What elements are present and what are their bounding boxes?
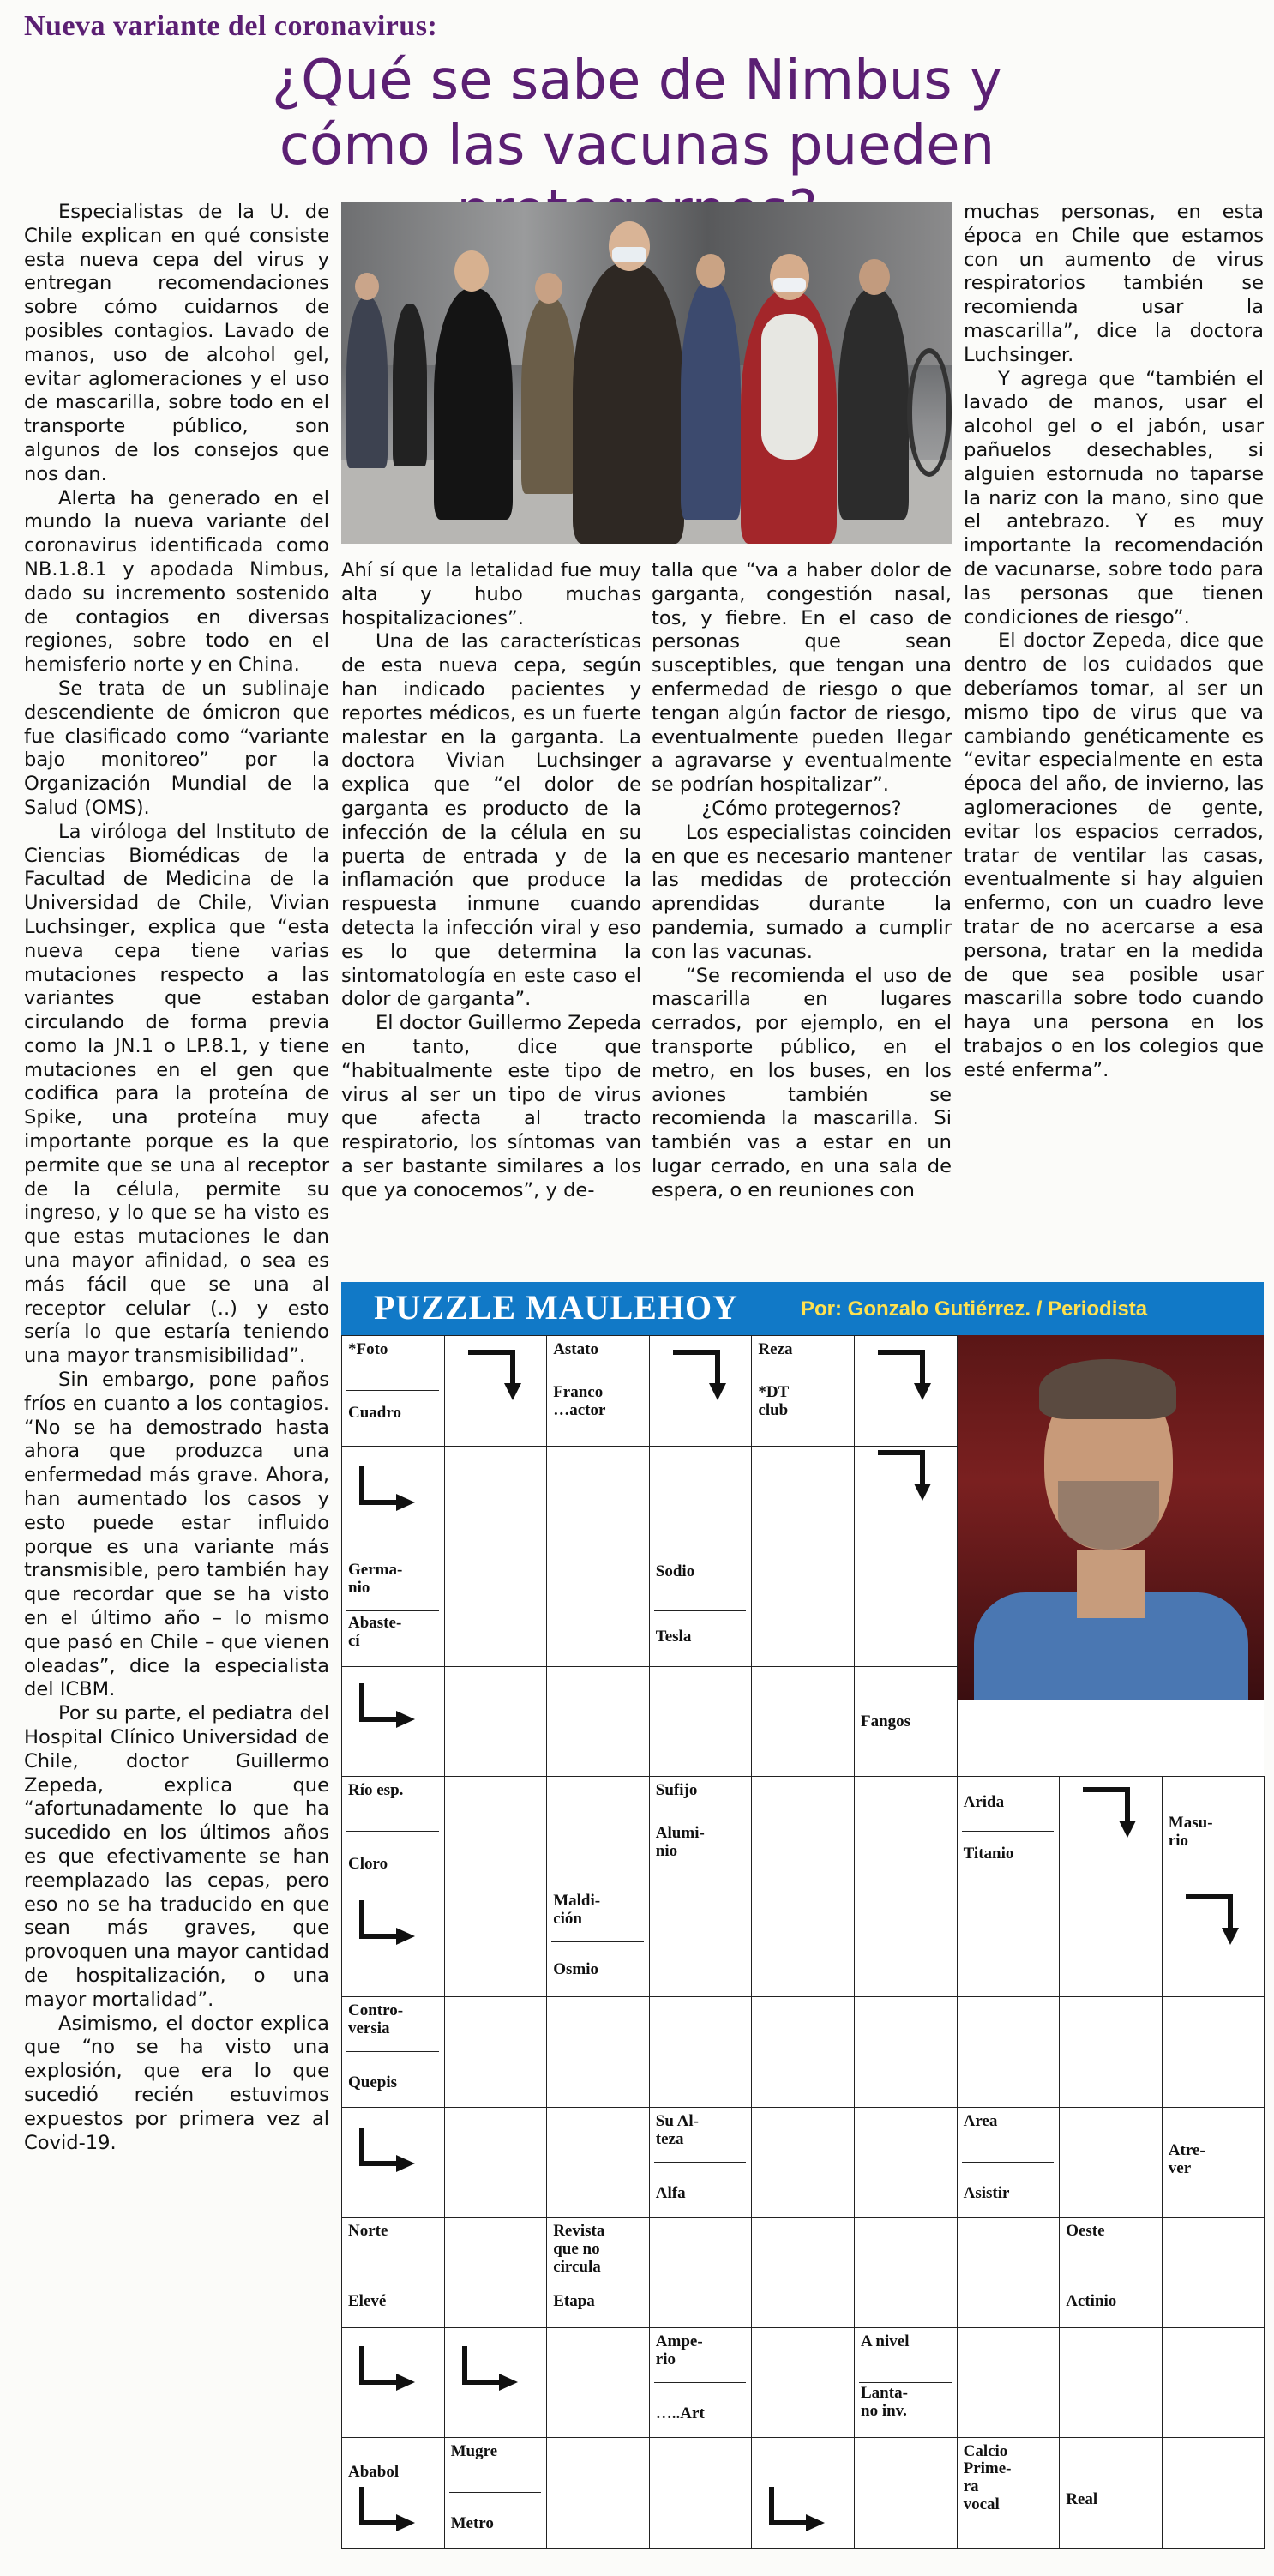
clue-astato: Astato [553,1340,598,1358]
arrow-right-down-icon [353,2482,422,2542]
grid-cell[interactable] [649,1666,753,1778]
clue-reza: Reza [758,1340,793,1358]
grid-cell[interactable] [957,2217,1061,2328]
grid-cell[interactable] [444,2217,548,2328]
clue-masurio: Masu- rio [1168,1814,1213,1850]
clue-divider [962,2162,1055,2163]
clue-divider [654,2382,747,2383]
clue-anivel: A nivel [861,2332,910,2350]
clue-osmio: Osmio [553,1959,598,1978]
clue-amperio: Ampe- rio [655,2332,703,2368]
portrait-photo [957,1335,1264,1700]
grid-cell[interactable] [1162,2437,1265,2549]
grid-cell[interactable] [751,1996,855,2108]
grid-cell[interactable] [854,2437,958,2549]
grid-cell[interactable] [546,1556,650,1667]
grid-cell[interactable] [854,1887,958,1998]
kicker: Nueva variante del coronavirus: [24,10,438,42]
clue-alfa: Alfa [655,2183,686,2202]
grid-cell[interactable] [444,1996,548,2108]
grid-cell[interactable] [444,2107,548,2218]
grid-cell[interactable] [1162,2327,1265,2439]
paragraph: Ahí sí que la letalidad fue muy alta y hubo muchas hospitalizaciones”. [341,559,641,629]
clue-arida: Arida [963,1793,1005,1811]
clue-etapa: Etapa [553,2292,595,2310]
grid-cell[interactable] [751,1887,855,1998]
paragraph: La viróloga del Instituto de Ciencias Biomédicas de la Facultad de Medicina de la Universidad de Chile, Vivian Luchsinger, explica que “esta nueva cepa tiene varias mutaciones respecto a las variantes que estaban circulando de forma previa como la JN.1 o LP.8.1, y tiene mutaciones en el gen que codifica para la proteína de Spike, una proteína muy importante porque es la que permite que se una al receptor de la célula, permite su ingreso, y lo que se ha visto es que estas mutaciones le dan una mayor afinidad, o sea es más fácil que se una al receptor celular (..) y esto sería lo que estaría teniendo una mayor transmisibilidad”. [24,820,329,1368]
grid-cell[interactable] [546,2437,650,2549]
grid-cell[interactable] [649,1446,753,1557]
arrow-down-right-icon [873,1446,941,1506]
arrow-right-down-icon [353,2122,422,2182]
clue-metro: Metro [450,2514,494,2532]
clue-norte: Norte [348,2222,388,2240]
arrow-right-down-icon [353,1895,422,1955]
paragraph: “Se recomienda el uso de mascarilla en lugares cerrados, por ejemplo, en el transporte público, en el metro, en los buses, en los aviones también se recomienda la mascarilla. Si también vas a estar en un lugar cerrado, en una sala de espera, o en reuniones con [652,964,952,1201]
paragraph: muchas personas, en esta época en Chile que estamos con un aumento de virus respiratorios también se recomienda usar la mascarilla”, dice la doctora Luchsinger. [964,201,1264,366]
grid-cell[interactable] [751,1666,855,1778]
clue-divider [346,1610,439,1611]
paragraph: Por su parte, el pediatra del Hospital Clínico Universidad de Chile, doctor Guillermo Zepeda, explica que “afortunadamente lo que ha sucedido en los últimos años es que efectivamente se han reemplazado las cepas, pero eso no se ha traducido en que sean más graves, que provoquen una mayor cantidad de hospitalización, o una mayor mortalidad”. [24,1702,329,2011]
grid-cell[interactable] [444,1556,548,1667]
grid-cell[interactable] [546,1996,650,2108]
lead-paragraph: Especialistas de la U. de Chile explican en qué consiste esta nueva cepa del virus y entregan recomendaciones sobre cómo cuidarnos de posibles contagios. Lavado de manos, uso de alcohol gel, evitar aglomeraciones y el uso de mascarilla, sobre todo en el transporte público, son algunos de los consejos que nos dan. [24,201,329,485]
puzzle-byline: Por: Gonzalo Gutiérrez. / Periodista [801,1297,1148,1321]
grid-cell[interactable] [751,1446,855,1557]
arrow-down-right-icon [463,1345,532,1405]
grid-cell[interactable] [649,1996,753,2108]
grid-cell[interactable] [1059,1996,1163,2108]
paragraph: Se trata de un sublinaje descendiente de ómicron que fue clasificado como “variante bajo monitoreo” por la Organización Mundial de la Salud (OMS). [24,677,329,819]
clue-divider [346,2051,439,2052]
clue-sodio: Sodio [655,1562,695,1580]
grid-cell[interactable] [957,1887,1061,1998]
arrow-down-right-icon [668,1345,736,1405]
arrow-right-down-icon [763,2482,832,2542]
clue-sualteza: Su Al- teza [655,2111,699,2148]
grid-cell[interactable] [444,1887,548,1998]
clue-divider [962,1831,1055,1832]
grid-cell[interactable] [1162,1996,1265,2108]
paragraph: Alerta ha generado en el mundo la nueva variante del coronavirus identificada como NB.1.8.1 y apodada Nimbus, dado su incremento sostenido de contagios en diversas regiones, sobre todo en el hemisferio norte y en China. [24,486,329,677]
arrow-right-down-icon [353,2341,422,2401]
clue-asistir: Asistir [963,2183,1010,2202]
clue-controversia: Contro- versia [348,2001,404,2037]
grid-cell[interactable] [751,2327,855,2439]
clue-tesla: Tesla [655,1628,692,1646]
paragraph: talla que “va a haber dolor de garganta, congestión nasal, tos, y fiebre. En el caso de personas que sean susceptibles, que tengan una enfermedad de riesgo o que tengan algún factor de riesgo, eventualmente pueden llegar a agravarse y eventualmente se podrían hospitalizar”. [652,559,952,797]
grid-cell[interactable] [751,1556,855,1667]
clue-area: Area [963,2111,998,2130]
clue-titanio: Titanio [963,1845,1014,1863]
clue-oeste: Oeste [1066,2222,1105,2240]
grid-cell[interactable] [854,2217,958,2328]
puzzle-title: PUZZLE MAULEHOY [374,1288,739,1327]
grid-cell[interactable] [854,1996,958,2108]
street-photo [341,202,952,544]
clue-cloro: Cloro [348,1855,388,1873]
grid-cell[interactable] [1059,1887,1163,1998]
grid-cell[interactable] [546,2107,650,2218]
article-column-1 [24,201,329,2554]
grid-cell[interactable] [854,2107,958,2218]
clue-divider [551,1941,644,1942]
clue-dt: *DT club [758,1383,790,1419]
arrow-down-right-icon [873,1345,941,1405]
clue-divider [346,1390,439,1391]
clue-real: Real [1066,2490,1098,2508]
grid-cell[interactable] [546,1666,650,1778]
paragraph: Y agrega que “también el lavado de manos, usar el alcohol gel o el jabón, usar pañuelos desechables, si alguien estornuda no taparse la nariz con la mano, sino que el antebrazo. Y es muy importante la recomendación de vacunarse, sobre todo para las personas que tienen condiciones de riesgo”. [964,367,1264,629]
clue-art: …..Art [655,2404,705,2423]
paragraph: Una de las características de esta nueva cepa, según han indicado pacientes y reportes médicos, es un fuerte malestar en la garganta. La doctora Vivian Luchsinger explica que “el dolor de garganta es producto de la infección de la célula en su puerta de entrada y de la inflamación que produce la respuesta inmune cuando detecta la infección viral y eso es lo que determina la sintomatología en este caso el dolor de garganta”. [341,630,641,1011]
clue-divider [654,2162,747,2163]
grid-cell[interactable] [1162,2217,1265,2328]
clue-divider [346,1831,439,1832]
clue-atrever: Atre- ver [1168,2140,1205,2177]
clue-aluminio: Alumi- nio [655,1824,705,1860]
clue-franco: Franco …actor [553,1383,606,1419]
grid-cell[interactable] [751,2217,855,2328]
clue-abastecí: Abaste- cí [348,1614,402,1650]
clue-maldicion: Maldi- ción [553,1891,601,1928]
grid-cell[interactable] [649,1887,753,1998]
clue-mugre: Mugre [450,2442,498,2460]
grid-cell[interactable] [854,1776,958,1887]
grid-cell[interactable] [957,2327,1061,2439]
clue-foto: *Foto [348,1340,388,1358]
clue-calcio: Calcio [963,2442,1008,2460]
clue-rioesp: Río esp. [348,1781,404,1799]
clue-lantano: Lanta- no inv. [861,2383,908,2420]
paragraph: El doctor Guillermo Zepeda en tanto, dice que “habitualmente este tipo de virus al ser un tipo de virus que afecta al tracto respiratorio, los síntomas van a ser bastante similares a los que ya conocemos”, y de- [341,1012,641,1201]
grid-cell[interactable] [957,1996,1061,2108]
clue-ababol: Ababol [348,2463,400,2481]
clue-revista: Revista que no circula [553,2222,605,2276]
grid-cell[interactable] [444,1446,548,1557]
arrow-right-down-icon [353,1678,422,1738]
grid-cell[interactable] [649,2437,753,2549]
grid-cell[interactable] [854,1556,958,1667]
paragraph: Asimismo, el doctor explica que “no se ha visto una explosión, que era lo que sucedió recién estuvimos expuestos por primera vez al Covid-19. [24,2012,329,2154]
arrow-right-down-icon [456,2341,525,2401]
arrow-right-down-icon [353,1461,422,1521]
grid-cell[interactable] [546,1776,650,1887]
crossword-grid [341,1335,1264,2548]
clue-primera: Prime- ra vocal [963,2459,1012,2513]
grid-cell[interactable] [444,1776,548,1887]
paragraph: El doctor Zepeda, dice que dentro de los cuidados que deberíamos tomar, al ser un mismo tipo de virus que va cambiando genéticamente es “evitar especialmente en esta época del año, de invierno, las aglomeraciones de gente, evitar los espacios cerrados, tratar de ventilar las casas, eventualmente si hay alguien enfermo, con un cuadro leve tratar de no acercarse a esa persona, tratar en la medida de que sea posible usar mascarilla sobre todo cuando haya una persona en los trabajos o en los colegios que esté enferma”. [964,629,1264,1081]
arrow-down-right-icon [1078,1783,1146,1843]
grid-cell[interactable] [649,2217,753,2328]
grid-cell[interactable] [1059,2327,1163,2439]
grid-cell[interactable] [546,1446,650,1557]
clue-sufijo: Sufijo [655,1781,698,1799]
article-column-4 [964,201,1264,1279]
puzzle-header [341,1282,1264,1335]
paragraph: Los especialistas coinciden en que es necesario mantener las medidas de protección aprendidas durante la pandemia, sumado a cumplir con las vacunas. [652,821,952,963]
headline: ¿Qué se sabe de Nimbus y cómo las vacunas pueden [272,49,1002,178]
clue-divider [449,2492,542,2493]
clue-germanio: Germa- nio [348,1561,403,1597]
grid-cell[interactable] [751,1776,855,1887]
grid-cell[interactable] [1059,2107,1163,2218]
paragraph: Sin embargo, pone paños fríos en cuanto a los contagios. “No se ha demostrado hasta ahora que produzca una enfermedad más grave. Ahora, han aumentado los casos y esto puede estar influido porque es una variante más transmisible, pero también hay que recordar que se ha visto en el último año – lo mismo que pasó en Chile – que vienen oleadas”, dice la especialista del ICBM. [24,1369,329,1701]
grid-cell[interactable] [444,1666,548,1778]
subheading: ¿Cómo protegernos? [701,797,902,820]
clue-actinio: Actinio [1066,2292,1117,2310]
clue-fangos: Fangos [861,1712,911,1730]
arrow-down-right-icon [1181,1890,1249,1950]
clue-eleve: Elevé [348,2292,387,2310]
clue-divider [654,1610,747,1611]
grid-cell[interactable] [546,2327,650,2439]
article-column-3 [652,559,952,1279]
article-column-2 [341,559,641,1279]
clue-cuadro: Cuadro [348,1404,401,1422]
clue-quepis: Quepis [348,2073,398,2091]
grid-cell[interactable] [751,2107,855,2218]
